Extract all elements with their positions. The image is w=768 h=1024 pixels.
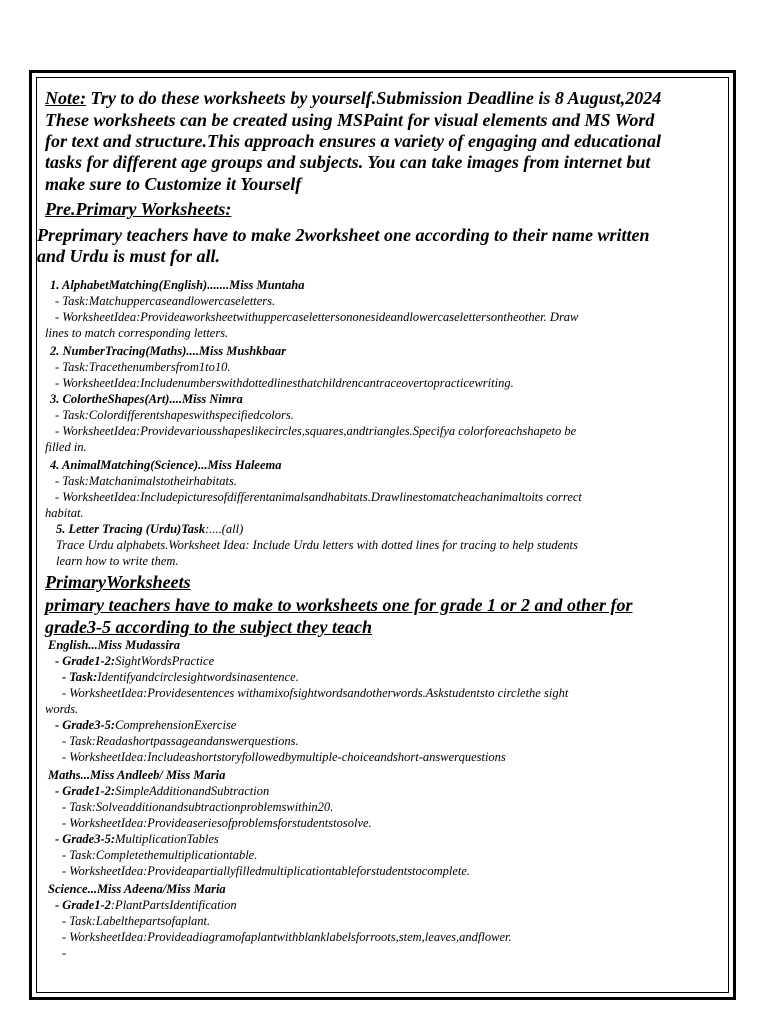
maths-g12-label: - Grade1-2: bbox=[55, 784, 116, 798]
english-g12-idea-2: words. bbox=[45, 702, 79, 716]
maths-g35-label: - Grade3-5: bbox=[55, 832, 116, 846]
science-g12 bbox=[55, 898, 237, 913]
maths-g12 bbox=[55, 784, 269, 799]
item-2-task: - Task:Tracethenumbersfrom1to10. bbox=[55, 360, 231, 374]
maths-g12-value: SimpleAdditionandSubtraction bbox=[115, 784, 270, 798]
science-g12-idea: - WorksheetIdea:Provideadiagramofaplantwithblanklabelsforroots,stem,leaves,andflower. bbox=[62, 930, 512, 944]
english-g12-task-label: - Task: bbox=[62, 670, 98, 684]
primary-intro-2: grade3-5 according to the subject they teach bbox=[45, 617, 372, 637]
item-1-task: - Task:Matchuppercaseandlowercaseletters. bbox=[55, 294, 276, 308]
maths-g35 bbox=[55, 832, 219, 847]
english-g35 bbox=[55, 718, 236, 733]
item-5-title-line bbox=[56, 522, 243, 537]
item-5-line-1: Trace Urdu alphabets.Worksheet Idea: Include Urdu letters with dotted lines for tracing to help students bbox=[56, 538, 578, 552]
item-3-task: - Task:Colordifferentshapeswithspecifiedcolors. bbox=[55, 408, 294, 422]
maths-title: Maths...Miss Andleeb/ Miss Maria bbox=[48, 768, 226, 782]
english-g12-label: - Grade1-2: bbox=[55, 654, 116, 668]
science-trailing-dash: - bbox=[62, 946, 67, 960]
note-text-1: Try to do these worksheets by yourself.Submission Deadline is 8 August,2024 bbox=[85, 88, 662, 108]
english-g35-task: - Task:Readashortpassageandanswerquestions. bbox=[62, 734, 299, 748]
english-g12-idea-1: - WorksheetIdea:Providesentences withamixofsightwordsandotherwords.Askstudentsto circlethe sight bbox=[62, 686, 569, 700]
science-g12-label: - Grade1-2 bbox=[55, 898, 111, 912]
english-g12-task-value: Identifyandcirclesightwordsinasentence. bbox=[97, 670, 299, 684]
note-label: Note: bbox=[45, 88, 86, 108]
item-3-title: 3. ColortheShapes(Art)....Miss Nimra bbox=[50, 392, 243, 406]
item-4-idea-2: habitat. bbox=[45, 506, 84, 520]
item-4-task: - Task:Matchanimalstotheirhabitats. bbox=[55, 474, 237, 488]
maths-g35-idea: - WorksheetIdea:Provideapartiallyfilledmultiplicationtableforstudentstocomplete. bbox=[62, 864, 471, 878]
maths-g35-value: MultiplicationTables bbox=[115, 832, 219, 846]
note-line-2: These worksheets can be created using MSPaint for visual elements and MS Word bbox=[45, 110, 655, 130]
english-g12-value: SightWordsPractice bbox=[115, 654, 215, 668]
item-4-idea-1: - WorksheetIdea:Includepicturesofdifferentanimalsandhabitats.Drawlinestomatcheachanimaltoits correct bbox=[55, 490, 582, 504]
note-line-1 bbox=[45, 88, 661, 109]
science-title: Science...Miss Adeena/Miss Maria bbox=[48, 882, 226, 896]
item-5-title-tail: :....(all) bbox=[205, 522, 244, 536]
maths-g35-task: - Task:Completethemultiplicationtable. bbox=[62, 848, 258, 862]
item-5-line-2: learn how to write them. bbox=[56, 554, 179, 568]
item-2-idea-1: - WorksheetIdea:Includenumberswithdottedlinesthatchildrencantraceovertopracticewriting. bbox=[55, 376, 514, 390]
maths-g12-task: - Task:Solveadditionandsubtractionproblemswithin20. bbox=[62, 800, 334, 814]
note-line-5: make sure to Customize it Yourself bbox=[45, 174, 302, 194]
item-4-title: 4. AnimalMatching(Science)...Miss Haleema bbox=[50, 458, 282, 472]
item-2-title: 2. NumberTracing(Maths)....Miss Mushkbaar bbox=[50, 344, 287, 358]
note-line-4: tasks for different age groups and subjects. You can take images from internet but bbox=[45, 152, 651, 172]
preprimary-intro-2: and Urdu is must for all. bbox=[37, 246, 221, 266]
english-g35-idea: - WorksheetIdea:Includeashortstoryfollowedbymultiple-choiceandshort-answerquestions bbox=[62, 750, 506, 764]
english-g12 bbox=[55, 654, 214, 669]
preprimary-intro-1: Preprimary teachers have to make 2worksheet one according to their name written bbox=[37, 225, 650, 245]
maths-g12-idea: - WorksheetIdea:Provideaseriesofproblemsforstudentstosolve. bbox=[62, 816, 372, 830]
english-title: English...Miss Mudassira bbox=[48, 638, 181, 652]
primary-heading: PrimaryWorksheets bbox=[45, 572, 191, 592]
item-3-idea-1: - WorksheetIdea:Providevariousshapeslikecircles,squares,andtriangles.Specifya colorforeachshapeto be bbox=[55, 424, 577, 438]
english-g35-label: - Grade3-5: bbox=[55, 718, 116, 732]
item-3-idea-2: filled in. bbox=[45, 440, 87, 454]
preprimary-heading: Pre.Primary Worksheets: bbox=[45, 199, 232, 219]
science-g12-value: :PlantPartsIdentification bbox=[110, 898, 237, 912]
item-1-title: 1. AlphabetMatching(English).......Miss Muntaha bbox=[50, 278, 305, 292]
item-5-title: 5. Letter Tracing (Urdu)Task bbox=[56, 522, 206, 536]
item-1-idea-2: lines to match corresponding letters. bbox=[45, 326, 229, 340]
english-g35-value: ComprehensionExercise bbox=[115, 718, 237, 732]
note-line-3: for text and structure.This approach ensures a variety of engaging and educational bbox=[45, 131, 662, 151]
science-g12-task: - Task:Labelthepartsofaplant. bbox=[62, 914, 211, 928]
english-g12-task bbox=[62, 670, 299, 685]
primary-intro-1: primary teachers have to make to worksheets one for grade 1 or 2 and other for bbox=[45, 595, 633, 615]
item-1-idea-1: - WorksheetIdea:Provideaworksheetwithuppercaselettersononesideandlowercaselettersontheother. Draw bbox=[55, 310, 579, 324]
